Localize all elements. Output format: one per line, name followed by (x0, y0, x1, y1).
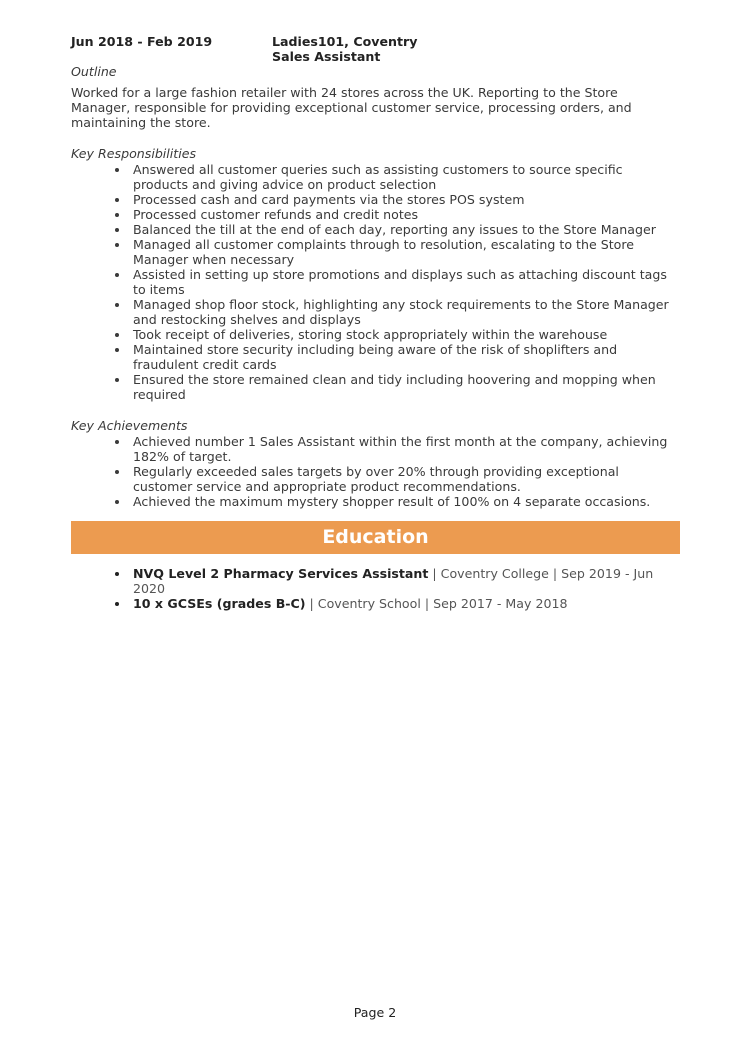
job-employer-block (272, 35, 417, 64)
education-details: | Coventry College | Sep 2019 - Jun 2020 (133, 566, 654, 596)
responsibilities-list (71, 162, 680, 402)
education-details: | Coventry School | Sep 2017 - May 2018 (305, 596, 568, 611)
list-item: Took receipt of deliveries, storing stock appropriately within the warehouse (133, 327, 680, 342)
education-item (133, 566, 680, 596)
education-heading-text: Education (322, 526, 429, 548)
list-item: Processed customer refunds and credit notes (133, 207, 680, 222)
achievements-label: Key Achievements (71, 418, 188, 433)
education-list (71, 566, 680, 611)
list-item: Maintained store security including being aware of the risk of shoplifters and fraudulent credit cards (133, 342, 680, 372)
list-item: Regularly exceeded sales targets by over 20% through providing exceptional customer service and appropriate product recommendations. (133, 464, 680, 494)
list-item: Assisted in setting up store promotions and displays such as attaching discount tags to items (133, 267, 680, 297)
achievements-list (71, 434, 680, 509)
list-item: Achieved number 1 Sales Assistant within the first month at the company, achieving 182% of target. (133, 434, 680, 464)
job-header (71, 35, 680, 64)
education-qualification: NVQ Level 2 Pharmacy Services Assistant (133, 566, 429, 581)
job-employer: Ladies101, Coventry (272, 34, 418, 49)
list-item: Processed cash and card payments via the stores POS system (133, 192, 680, 207)
list-item: Answered all customer queries such as assisting customers to source specific products and giving advice on product selection (133, 162, 680, 192)
list-item: Managed all customer complaints through to resolution, escalating to the Store Manager when necessary (133, 237, 680, 267)
page-number: Page 2 (353, 1005, 397, 1020)
education-qualification: 10 x GCSEs (grades B-C) (133, 596, 306, 611)
education-heading (71, 521, 680, 554)
job-title: Sales Assistant (272, 48, 381, 64)
job-dates: Jun 2018 - Feb 2019 (71, 34, 213, 49)
list-item: Managed shop floor stock, highlighting any stock requirements to the Store Manager and restocking shelves and displays (133, 297, 680, 327)
list-item: Balanced the till at the end of each day, reporting any issues to the Store Manager (133, 222, 680, 237)
education-item (133, 596, 680, 611)
list-item: Ensured the store remained clean and tidy including hoovering and mopping when required (133, 372, 680, 402)
cv-page (71, 35, 680, 611)
outline-label: Outline (71, 64, 117, 79)
outline-text: Worked for a large fashion retailer with 24 stores across the UK. Reporting to the Store Manager, responsible for providing exceptional customer service, processing orders, and maintaining the store. (71, 85, 632, 130)
responsibilities-label: Key Responsibilities (71, 146, 197, 161)
list-item: Achieved the maximum mystery shopper result of 100% on 4 separate occasions. (133, 494, 680, 509)
